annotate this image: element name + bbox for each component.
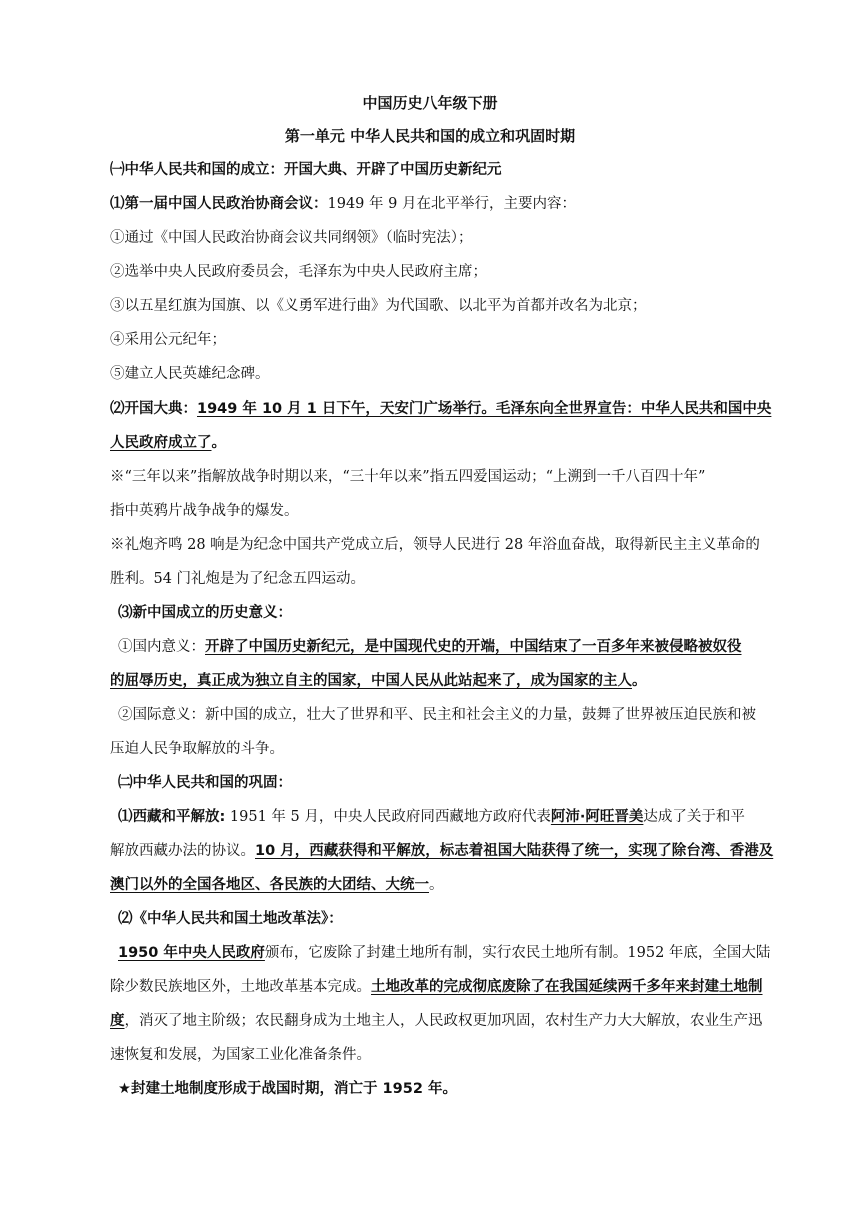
star-note: ★封建土地制度形成于战国时期，消亡于 1952 年。 (118, 1081, 457, 1097)
founding-ceremony-line-2 (110, 433, 780, 453)
domestic-text-b: 的屈辱历史，真正成为独立自主的国家，中国人民从此站起来了，成为国家的主人 (110, 673, 632, 689)
founding-ceremony-label: ⑵开国大典： (110, 401, 197, 417)
land-reform-line-2 (110, 977, 780, 997)
tibet-line-2 (110, 841, 780, 861)
tibet-text-b: 达成了关于和平 (643, 809, 745, 825)
note-1-line-1: ※“三年以来”指解放战争时期以来，“三十年以来”指五四爱国运动；“上溯到一千八百四十年” (110, 469, 706, 485)
founding-ceremony-text-a: 1949 年 10 月 1 日下午，天安门广场举行。毛泽东向全世界宣告：中华人民共和国中央 (197, 401, 772, 417)
tibet-text-a: 1951 年 5 月，中央人民政府同西藏地方政府代表 (225, 809, 551, 825)
land-reform-bold-b: 土地改革的完成彻底废除了在我国延续两千多年来封建土地制 (371, 979, 763, 995)
tibet-period: 。 (429, 877, 444, 893)
founding-ceremony-text-b: 人民政府成立了 (110, 435, 212, 451)
domestic-label: ①国内意义： (118, 639, 205, 655)
land-reform-line-1 (110, 943, 780, 963)
tibet-bold-b: 澳门以外的全国各地区、各民族的大团结、大统一 (110, 877, 429, 893)
tibet-text-c: 解放西藏办法的协议。 (110, 843, 255, 859)
land-reform-line-3 (110, 1011, 780, 1031)
cppcc-paragraph (110, 194, 780, 214)
cppcc-item-1: ①通过《中国人民政治协商会议共同纲领》（临时宪法）； (110, 230, 473, 246)
domestic-significance-line-2 (110, 671, 780, 691)
international-significance-line-2: 压迫人民争取解放的斗争。 (110, 741, 284, 757)
cppcc-item-5: ⑤建立人民英雄纪念碑。 (110, 366, 270, 382)
international-text-a: ②国际意义：新中国的成立，壮大了世界和平、民主和社会主义的力量，鼓舞了世界被压迫民族和被 (118, 707, 756, 723)
land-reform-law-heading: ⑵《中华人民共和国土地改革法》： (118, 911, 343, 927)
land-reform-text-b: 除少数民族地区外，土地改革基本完成。 (110, 979, 371, 995)
unit-title: 第一单元 中华人民共和国的成立和巩固时期 (284, 127, 576, 145)
cppcc-item-3: ③以五星红旗为国旗、以《义勇军进行曲》为代国歌、以北平为首都并改名为北京； (110, 298, 647, 314)
founding-ceremony-period: 。 (211, 435, 226, 451)
cppcc-label: ⑴第一届中国人民政治协商会议： (110, 196, 328, 212)
section-1-heading: ㈠中华人民共和国的成立：开国大典、开辟了中国历史新纪元 (110, 162, 502, 178)
page-title: 中国历史八年级下册 (362, 94, 498, 112)
international-significance-line-1 (110, 705, 780, 725)
tibet-line-3 (110, 875, 780, 895)
significance-heading: ⑶新中国成立的历史意义： (118, 605, 292, 621)
domestic-text-a: 开辟了中国历史新纪元，是中国现代史的开端，中国结束了一百多年来被侵略被奴役 (205, 639, 742, 655)
tibet-bold-a: 10 月，西藏获得和平解放，标志着祖国大陆获得了统一，实现了除台湾、香港及 (255, 843, 774, 859)
tibet-line-1 (110, 807, 780, 827)
land-reform-line-4: 速恢复和发展，为国家工业化准备条件。 (110, 1047, 371, 1063)
land-reform-text-c: ，消灭了地主阶级；农民翻身成为土地主人，人民政权更加巩固，农村生产力大大解放，农业生产迅 (124, 1013, 763, 1029)
cppcc-text: 1949 年 9 月在北平举行，主要内容： (327, 196, 576, 212)
cppcc-item-4: ④采用公元纪年； (110, 332, 226, 348)
domestic-period: 。 (632, 673, 647, 689)
cppcc-item-2: ②选举中央人民政府委员会，毛泽东为中央人民政府主席； (110, 264, 487, 280)
tibet-representative: 阿沛·阿旺晋美 (550, 809, 644, 825)
note-1-line-2: 指中英鸦片战争战争的爆发。 (110, 503, 299, 519)
land-reform-text-a: 颁布，它废除了封建土地所有制，实行农民土地所有制。1952 年底，全国大陆 (264, 945, 771, 961)
note-2-line-2: 胜利。54 门礼炮是为了纪念五四运动。 (110, 571, 366, 587)
land-reform-bold-a: 1950 年中央人民政府 (118, 945, 265, 961)
founding-ceremony-line-1 (110, 399, 780, 419)
tibet-label: ⑴西藏和平解放: (118, 809, 226, 825)
note-2-line-1: ※礼炮齐鸣 28 响是为纪念中国共产党成立后，领导人民进行 28 年浴血奋战，取得新民主主义革命的 (110, 537, 760, 553)
land-reform-bold-c: 度 (110, 1013, 125, 1029)
section-2-heading: ㈡中华人民共和国的巩固： (118, 775, 292, 791)
domestic-significance-line-1 (110, 637, 780, 657)
